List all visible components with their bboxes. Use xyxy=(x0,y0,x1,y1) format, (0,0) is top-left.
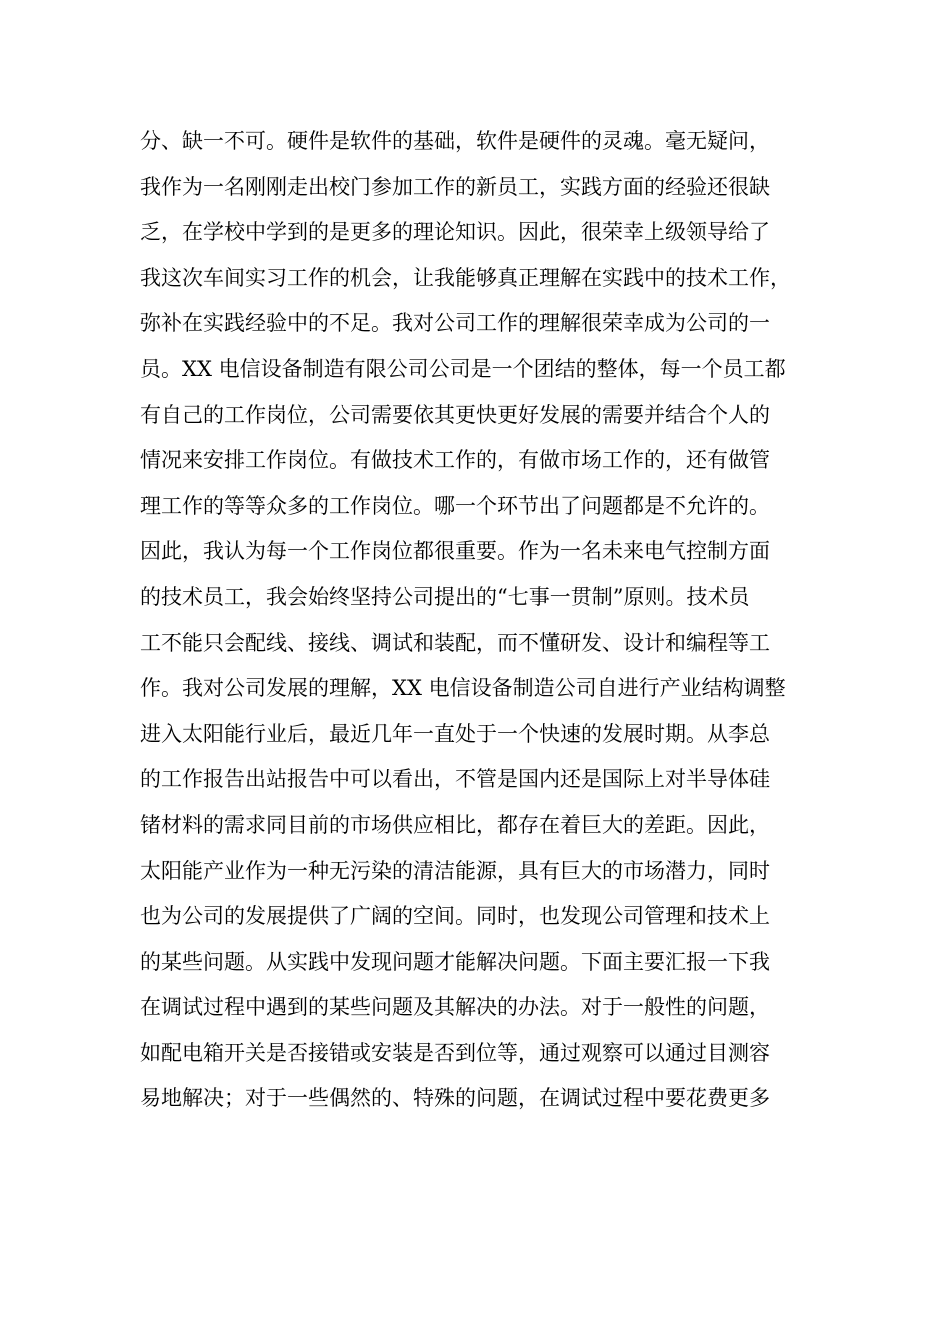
text-line: 理工作的等等众多的工作岗位。哪一个环节出了问题都是不允许的。 xyxy=(140,493,770,518)
text-line: 作。我对公司发展的理解，XX 电信设备制造公司自进行产业结构调整 xyxy=(140,676,786,701)
text-line: 太阳能产业作为一种无污染的清洁能源，具有巨大的市场潜力，同时 xyxy=(140,858,770,883)
text-line: 的技术员工，我会始终坚持公司提出的“七事一贯制”原则。技术员 xyxy=(140,584,750,609)
text-line: 我这次车间实习工作的机会，让我能够真正理解在实践中的技术工作， xyxy=(140,265,791,290)
body-text xyxy=(140,119,820,1122)
text-line: 的工作报告出站报告中可以看出，不管是国内还是国际上对半导体硅 xyxy=(140,767,770,792)
text-line: 锗材料的需求同目前的市场供应相比，都存在着巨大的差距。因此， xyxy=(140,812,770,837)
text-line: 在调试过程中遇到的某些问题及其解决的办法。对于一般性的问题， xyxy=(140,995,770,1020)
text-line: 进入太阳能行业后，最近几年一直处于一个快速的发展时期。从李总 xyxy=(140,721,770,746)
text-line: 工不能只会配线、接线、调试和装配，而不懂研发、设计和编程等工 xyxy=(140,630,770,655)
text-line: 易地解决；对于一些偶然的、特殊的问题，在调试过程中要花费更多 xyxy=(140,1086,770,1111)
text-line: 因此，我认为每一个工作岗位都很重要。作为一名未来电气控制方面 xyxy=(140,539,770,564)
text-line: 弥补在实践经验中的不足。我对公司工作的理解很荣幸成为公司的一 xyxy=(140,311,770,336)
text-line: 乏，在学校中学到的是更多的理论知识。因此，很荣幸上级领导给了 xyxy=(140,220,770,245)
text-line: 员。XX 电信设备制造有限公司公司是一个团结的整体，每一个员工都 xyxy=(140,356,786,381)
text-line: 分、缺一不可。硬件是软件的基础，软件是硬件的灵魂。毫无疑问， xyxy=(140,129,770,153)
text-line: 我作为一名刚刚走出校门参加工作的新员工，实践方面的经验还很缺 xyxy=(140,174,770,199)
text-line: 情况来安排工作岗位。有做技术工作的，有做市场工作的，还有做管 xyxy=(140,448,770,473)
text-line: 的某些问题。从实践中发现问题才能解决问题。下面主要汇报一下我 xyxy=(140,949,770,974)
text-line: 有自己的工作岗位，公司需要依其更快更好发展的需要并结合个人的 xyxy=(140,402,770,427)
text-line: 如配电箱开关是否接错或安装是否到位等，通过观察可以通过目测容 xyxy=(140,1040,770,1065)
text-line: 也为公司的发展提供了广阔的空间。同时，也发现公司管理和技术上 xyxy=(140,904,770,929)
